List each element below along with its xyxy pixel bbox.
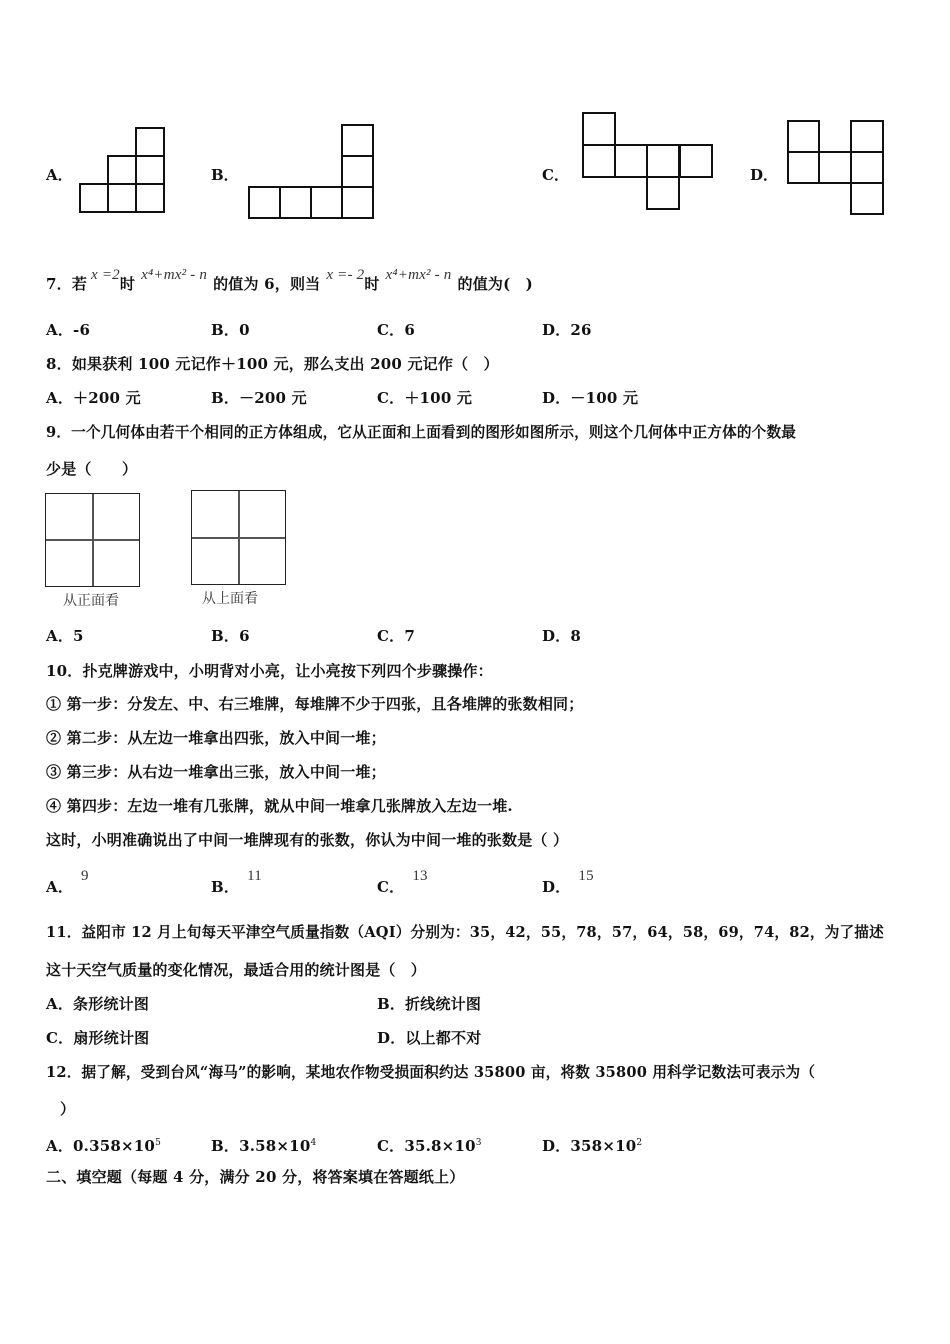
q10-step-3: ③ 第三步：从右边一堆拿出三张，放入中间一堆； [46, 763, 386, 781]
q7-expression-2: x⁴+mx² - n [385, 267, 452, 283]
question-10-stem: 10．扑克牌游戏中，小明背对小亮，让小亮按下列四个步骤操作： [46, 662, 493, 680]
q12-option-c [377, 1133, 482, 1156]
option-label: A． [46, 878, 74, 896]
option-label: B． [211, 166, 239, 184]
square [679, 144, 713, 178]
option-label: D． [750, 166, 779, 184]
figure-d [787, 120, 884, 217]
figure-b [248, 124, 374, 219]
q11-option-a: A．条形统计图 [46, 995, 150, 1013]
q7-option-d: D．26 [542, 321, 592, 339]
q12-option-d [542, 1133, 642, 1156]
exponent: 2 [636, 1138, 643, 1148]
square [279, 186, 312, 219]
square [79, 183, 109, 213]
q9-option-c: C．7 [377, 627, 415, 645]
top-view-caption: 从上面看 [202, 591, 258, 607]
exponent: 3 [475, 1138, 482, 1148]
square [135, 155, 165, 185]
question-9-stem-line2: 少是（ ） [46, 460, 138, 478]
exponent: 5 [155, 1138, 161, 1148]
option-value: 9 [81, 868, 89, 884]
square [787, 151, 820, 184]
q10-step-1: ① 第一步：分发左、中、右三堆牌，每堆牌不少于四张，且各堆牌的张数相同； [46, 695, 584, 713]
question-11-stem-line1: 11．益阳市 12 月上旬每天平津空气质量指数（AQI）分别为：35，42，55，78，57，64，58，69，74，82，为了描述 [46, 924, 884, 941]
q8-option-c: C．＋100 元 [377, 389, 473, 407]
q11-option-c: C．扇形统计图 [46, 1029, 150, 1047]
q10-option-d [542, 868, 594, 898]
square [107, 183, 137, 213]
q9-option-b: B．6 [211, 627, 250, 645]
option-label: A．0.358×10 [46, 1137, 156, 1155]
square [646, 176, 680, 210]
front-view-caption: 从正面看 [63, 593, 119, 609]
question-7-stem [46, 267, 533, 295]
q8-option-d: D．－100 元 [542, 389, 639, 407]
question-11-stem-line2: 这十天空气质量的变化情况，最适合用的统计图是（ ） [46, 961, 427, 979]
top-view-figure [191, 490, 286, 585]
square [341, 124, 374, 157]
square [850, 151, 884, 184]
square [341, 155, 374, 188]
option-value: 13 [412, 868, 428, 884]
q8-option-b: B．－200 元 [211, 389, 307, 407]
q10-step-2: ② 第二步：从左边一堆拿出四张，放入中间一堆； [46, 729, 386, 747]
q8-option-a: A．＋200 元 [46, 389, 141, 407]
option-value: 15 [578, 868, 594, 884]
square [248, 186, 281, 219]
square [818, 151, 852, 184]
question-9-stem-line1: 9．一个几何体由若干个相同的正方体组成，它从正面和上面看到的图形如图所示，则这个几何体中正方体的个数最 [46, 424, 797, 441]
question-12-stem-line2: ） [60, 1100, 76, 1118]
q10-step-4: ④ 第四步：左边一堆有几张牌，就从中间一堆拿几张牌放入左边一堆. [46, 797, 513, 815]
q10-option-c [377, 868, 428, 898]
grid-line [192, 537, 285, 539]
option-label: D． [542, 878, 571, 896]
q7-t2: 时 [364, 275, 380, 293]
figure-c [582, 112, 713, 211]
option-label: D．358×10 [542, 1137, 637, 1155]
q10-option-a [46, 868, 89, 898]
q7-option-b: B．0 [211, 321, 250, 339]
q9-option-d: D．8 [542, 627, 582, 645]
section-2-heading: 二、填空题（每题 4 分，满分 20 分，将答案填在答题纸上） [46, 1168, 465, 1186]
question-12-stem-line1: 12．据了解，受到台风“海马”的影响，某地农作物受损面积约达 35800 亩，将数 35800 用科学记数法可表示为（ [46, 1064, 816, 1081]
square [341, 186, 374, 219]
option-label: B． [211, 878, 240, 896]
option-label: C． [377, 878, 405, 896]
q7-mid: 的值为 6，则当 [213, 275, 321, 293]
q11-option-b: B．折线统计图 [377, 995, 482, 1013]
exponent: 4 [310, 1138, 317, 1148]
option-label: C．35.8×10 [377, 1137, 476, 1155]
square [646, 144, 680, 178]
square [850, 120, 884, 153]
square [135, 183, 165, 213]
q12-option-b [211, 1133, 316, 1156]
q7-option-c: C．6 [377, 321, 415, 339]
figure-a [79, 127, 165, 213]
square [107, 155, 137, 185]
square [582, 112, 616, 146]
option-label: C． [542, 166, 569, 184]
grid-line [46, 539, 139, 541]
option-label: A． [46, 166, 73, 184]
q7-expression-1: x⁴+mx² - n [141, 267, 208, 283]
q12-option-a [46, 1133, 161, 1156]
question-8-stem: 8．如果获利 100 元记作＋100 元，那么支出 200 元记作（ ） [46, 355, 499, 373]
square [582, 144, 616, 178]
square [135, 127, 165, 157]
front-view-figure [45, 493, 140, 587]
q7-condition-2: x =- 2 [326, 267, 365, 283]
square [614, 144, 648, 178]
q7-condition-1: x =2 [91, 267, 120, 283]
square [787, 120, 820, 153]
option-value: 11 [247, 868, 262, 884]
option-label: B．3.58×10 [211, 1137, 311, 1155]
q7-prefix: 7．若 [46, 275, 88, 293]
square [850, 182, 884, 215]
q7-t1: 时 [119, 275, 136, 293]
q11-option-d: D．以上都不对 [377, 1029, 482, 1047]
q10-question: 这时，小明准确说出了中间一堆牌现有的张数，你认为中间一堆的张数是（ ） [46, 831, 569, 849]
q9-option-a: A．5 [46, 627, 84, 645]
q10-option-b [211, 868, 262, 898]
q7-suffix: 的值为( ) [457, 275, 533, 293]
square [310, 186, 343, 219]
q7-option-a: A．-6 [46, 321, 91, 339]
